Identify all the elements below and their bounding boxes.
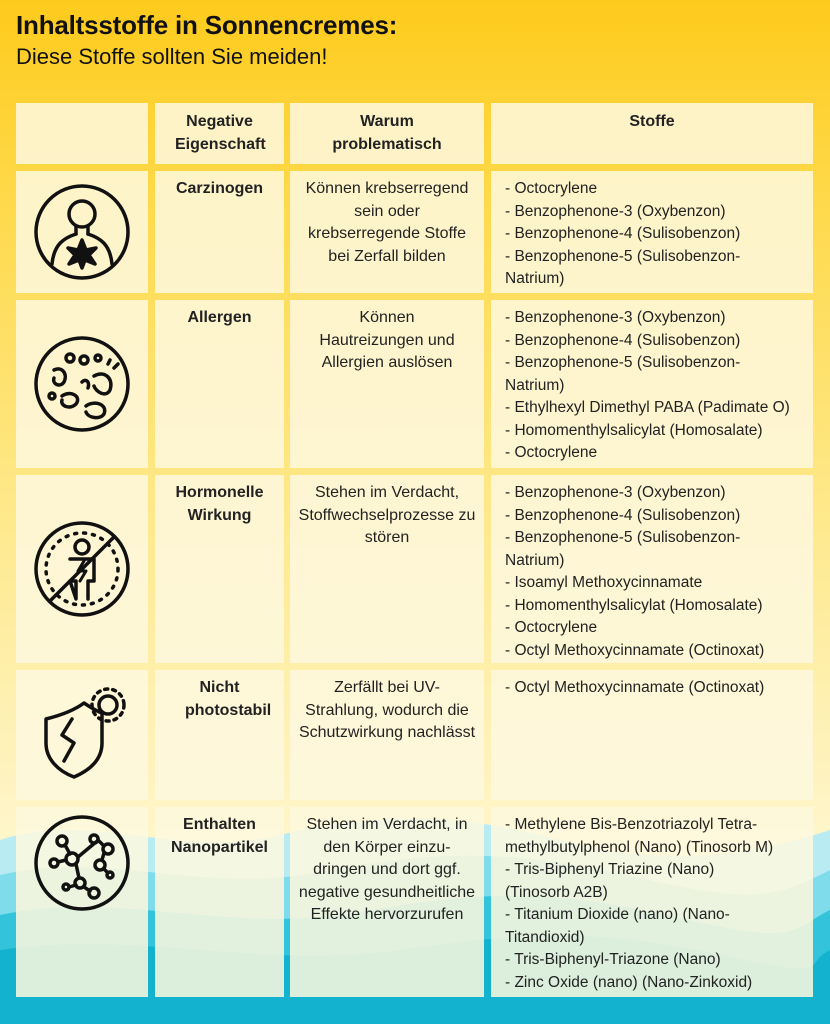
substance-item: - Benzophenone-3 (Oxybenzon) xyxy=(505,309,726,326)
row-icon-cell xyxy=(16,300,148,468)
substances-carzinogen xyxy=(491,171,813,293)
reason-allergen: Können Hautreizungen und Allergien auslösen xyxy=(290,300,484,468)
substance-item: - Benzophenone-4 (Sulisobenzon) xyxy=(505,506,741,524)
substances-allergen xyxy=(491,300,813,468)
substance-item: - Isoamyl Methoxycinnamate xyxy=(505,574,703,591)
substance-item: - Benzophenone-5 (Sulisobenzon-Natrium) xyxy=(505,529,741,569)
substance-item: - Zinc Oxide (nano) (Nano-Zinkoxid) xyxy=(505,973,753,991)
substance-item: - Benzophenone-5 (Sulisobenzon-Natrium) xyxy=(505,247,741,287)
reason-enthalten-nanopartikel: Stehen im Verdacht, in den Körper einzu-dringen und dort ggf. negative gesundheitliche Effekte hervorzurufen xyxy=(290,807,484,997)
person-cancer-icon xyxy=(32,182,132,282)
header-empty-cell xyxy=(16,103,148,164)
row-icon-cell xyxy=(16,807,148,997)
bacteria-icon xyxy=(32,334,132,434)
substance-item: - Homomenthylsalicylat (Homosalate) xyxy=(505,596,763,614)
substance-item: - Benzophenone-4 (Sulisobenzon) xyxy=(505,331,741,349)
substance-item: - Octocrylene xyxy=(505,619,598,636)
property-nicht-photostabil: Nicht photostabil xyxy=(155,670,284,800)
nanoparticles-icon xyxy=(32,813,132,913)
substance-item: - Octocrylene xyxy=(505,180,598,197)
substance-item: - Octyl Methoxycinnamate (Octinoxat) xyxy=(505,641,765,659)
broken-shield-sun-icon xyxy=(32,685,132,785)
substance-item: - Tris-Biphenyl Triazine (Nano) (Tinosorb A2B) xyxy=(505,861,715,901)
row-icon-cell xyxy=(16,670,148,800)
substance-item: - Benzophenone-4 (Sulisobenzon) xyxy=(505,225,741,242)
property-carzinogen: Carzinogen xyxy=(155,171,284,293)
substance-item: - Tris-Biphenyl-Triazone (Nano) xyxy=(505,951,721,968)
property-allergen: Allergen xyxy=(155,300,284,468)
reason-hormonelle-wirkung: Stehen im Verdacht, Stoffwechselprozesse zu stören xyxy=(290,475,484,663)
property-enthalten-nanopartikel: Enthalten Nanopartikel xyxy=(155,807,284,997)
hormone-person-prohibited-icon xyxy=(32,519,132,619)
header-substances: Stoffe xyxy=(491,103,813,164)
header-why-problematic: Warum problematisch xyxy=(290,103,484,164)
header-negative-property: Negative Eigenschaft xyxy=(155,103,284,164)
substance-item: - Ethylhexyl Dimethyl PABA (Padimate O) xyxy=(505,399,790,416)
substance-item: - Benzophenone-3 (Oxybenzon) xyxy=(505,202,726,220)
substance-item: - Homomenthylsalicylat (Homosalate) xyxy=(505,421,763,439)
substance-item: - Benzophenone-5 (Sulisobenzon-Natrium) xyxy=(505,354,741,394)
row-icon-cell xyxy=(16,171,148,293)
property-hormonelle-wirkung: Hormonelle Wirkung xyxy=(155,475,284,663)
page-subtitle: Diese Stoffe sollten Sie meiden! xyxy=(16,44,328,69)
substances-hormonelle-wirkung xyxy=(491,475,813,663)
substance-item: - Octocrylene xyxy=(505,444,598,461)
substance-item: - Octyl Methoxycinnamate (Octinoxat) xyxy=(505,679,765,696)
row-icon-cell xyxy=(16,475,148,663)
substance-item: - Methylene Bis-Benzotriazolyl Tetra-methylbutylphenol (Nano) (Tinosorb M) xyxy=(505,816,774,856)
reason-carzinogen: Können krebserregend sein oder krebserregende Stoffe bei Zerfall bilden xyxy=(290,171,484,293)
page-title: Inhaltsstoffe in Sonnencremes: xyxy=(16,10,398,40)
substance-item: - Titanium Dioxide (nano) (Nano-Titandioxid) xyxy=(505,906,730,946)
reason-nicht-photostabil: Zerfällt bei UV-Strahlung, wodurch die Schutzwirkung nachlässt xyxy=(290,670,484,800)
substances-enthalten-nanopartikel xyxy=(491,807,813,997)
substance-item: - Benzophenone-3 (Oxybenzon) xyxy=(505,484,726,501)
substances-nicht-photostabil xyxy=(491,670,813,800)
